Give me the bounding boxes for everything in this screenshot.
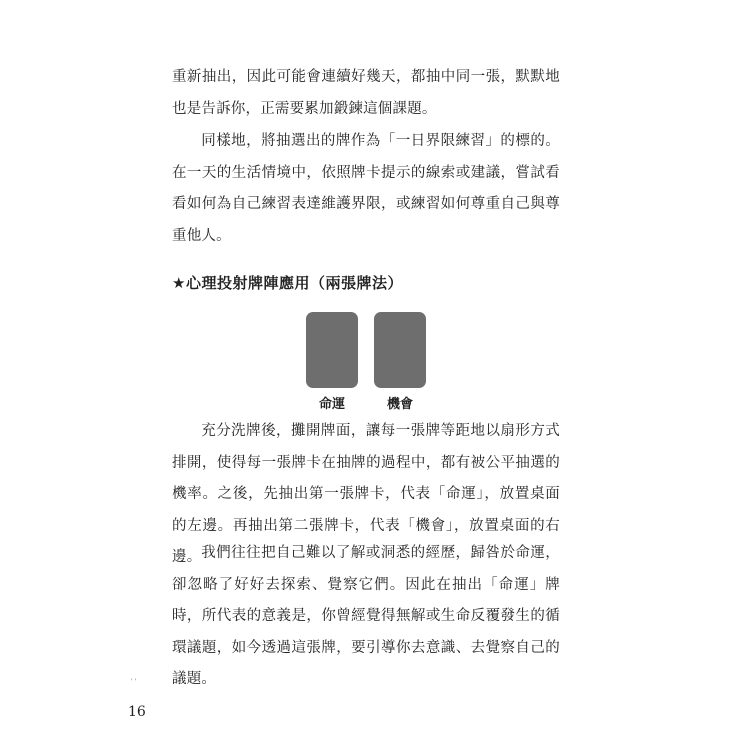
card-back-left [306,312,358,388]
paragraph-text: 同樣地，將抽選出的牌作為「一日界限練習」的標的。在一天的生活情境中，依照牌卡提示的線索或建議，嘗試看看如何為自己練習表達維護界限，或練習如何尊重自己與尊重他人。 [172,133,560,244]
paragraph-continued: 重新抽出，因此可能會連續好幾天，都抽中同一張，默默地也是告訴你，正需要累加鍛鍊這個課題。 [172,69,560,117]
section-heading: ★心理投射牌陣應用（兩張牌法） [172,274,403,292]
paragraph-text: 我們往往把自己難以了解或洞悉的經歷，歸咎於命運，卻忽略了好好去探索、覺察它們。因此在抽出「命運」牌時，所代表的意義是，你曾經覺得無解或生命反覆發生的循環議題，如今透過這張牌，要引導你去意識、去覺察自己的議題。 [172,545,560,687]
paragraph-fate-meaning [172,538,560,696]
margin-mark: ' ' [131,678,137,685]
card-label-opportunity: 機會 [386,397,413,412]
card-back-right [374,312,426,388]
card-label-fate: 命運 [318,397,345,412]
paragraph-daily-boundary-practice [172,126,560,252]
page-number: 16 [128,704,146,720]
paragraph-text: 充分洗牌後，攤開牌面，讓每一張牌等距地以扇形方式排開，使得每一張牌卡在抽牌的過程中，都有被公平抽選的機率。之後，先抽出第一張牌卡，代表「命運」，放置桌面的左邊。再抽出第二張牌卡，代表「機會」，放置桌面的右邊。 [172,423,560,565]
